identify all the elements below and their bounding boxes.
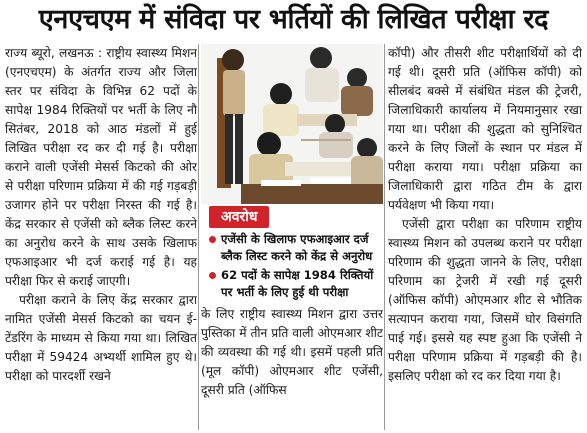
key-point-item xyxy=(209,267,383,301)
headline: एनएचएम में संविदा पर भर्तियों की लिखित परीक्षा रद xyxy=(38,4,549,35)
key-point-text: एजेंसी के खिलाफ एफआइआर दर्ज ब्लैक लिस्ट करने को केंद्र से अनुरोध xyxy=(221,232,373,263)
column-divider xyxy=(384,44,385,430)
article-paragraph: एजेंसी द्वारा परीक्षा का परिणाम राष्ट्रीय स्वास्थ्य मिशन को उपलब्ध कराने पर परीक्षा परिणाम की शुद्धता जानने के लिए, परीक्षा परिणाम का ट्रेजरी में रखी गई दूसरी (ऑफिस कॉपी) ओएमआर शीट से भौतिक सत्यापन कराया गया, जिसमें घोर विसंगति पाई गई। इससे यह स्पष्ट हुआ कि एजेंसी ने परीक्षा परिणाम प्रक्रिया में गड़बड़ी की है। इसलिए परीक्षा को रद कर दिया गया है। xyxy=(388,217,582,383)
bullet-icon xyxy=(209,236,216,243)
article-paragraph: राज्य ब्यूरो, लखनऊ : राष्ट्रीय स्वास्थ्य मिशन (एनएचएम) के अंतर्गत राज्य और जिला स्तर पर संविदा के विभिन्न 62 पदों के सापेक्ष 1984 रिक्तियों पर भर्ती के लिए नौ सितंबर, 2018 को आठ मंडलों में हुई लिखित परीक्षा रद कर दी गई है। परीक्षा कराने वाली एजेंसी मेसर्स किटको की ओर से परीक्षा परिणाम प्रक्रिया में की गई गड़बड़ी उजागर होने पर परीक्षा निरस्त की गई है। केंद्र सरकार से एजेंसी को ब्लैक लिस्ट करने का अनुरोध करने के साथ उसके खिलाफ एफआइआर भी दर्ज कराई गई है। यह परीक्षा फिर से कराई जाएगी। xyxy=(5,46,197,288)
key-points-list xyxy=(201,231,383,301)
article-column-left xyxy=(5,44,197,430)
article-paragraph: कॉपी) और तीसरी शीट परीक्षार्थियों को दी गई थी। दूसरी प्रति (ऑफिस कॉपी) को सीलबंद बक्से में संबंधित मंडल की ट्रेजरी, जिलाधिकारी कार्यालय में नियमानुसार रखा गया था। परीक्षा की शुद्धता को सुनिश्चित करने के लिए जिलों के स्थान पर मंडल में परीक्षा कराया गया। परीक्षा प्रक्रिया का जिलाधिकारी द्वारा गठित टीम के द्वारा पर्यवेक्षण भी किया गया। xyxy=(388,46,582,212)
students-writing-illustration xyxy=(201,44,383,204)
article-column-middle xyxy=(201,305,383,430)
exam-hall-illustration xyxy=(201,44,383,204)
article-paragraph: परीक्षा कराने के लिए केंद्र सरकार द्वारा नामित एजेंसी मेसर्स किटको का चयन ई-टेंडरिंग के माध्यम से किया गया था। लिखित परीक्षा में 59424 अभ्यर्थी शामिल हुए थे। परीक्षा को पारदर्शी रखने xyxy=(5,293,197,383)
key-points-box xyxy=(201,206,383,301)
bullet-icon xyxy=(209,272,216,279)
article-column-right xyxy=(388,44,582,430)
key-point-item xyxy=(209,231,383,265)
key-point-text: 62 पदों के सापेक्ष 1984 रिक्तियों पर भर्ती के लिए हुई थी परीक्षा xyxy=(221,268,374,299)
article-paragraph: के लिए राष्ट्रीय स्वास्थ्य मिशन द्वारा उत्तर पुस्तिका में तीन प्रति वाली ओएमआर शीट की व्यवस्था की गई थी। इसमें पहली प्रति (मूल कॉपी) ओएमआर शीट एजेंसी, दूसरी प्रति (ऑफिस xyxy=(201,307,383,397)
key-points-title: अवरोध xyxy=(209,206,269,228)
column-divider xyxy=(198,44,199,430)
